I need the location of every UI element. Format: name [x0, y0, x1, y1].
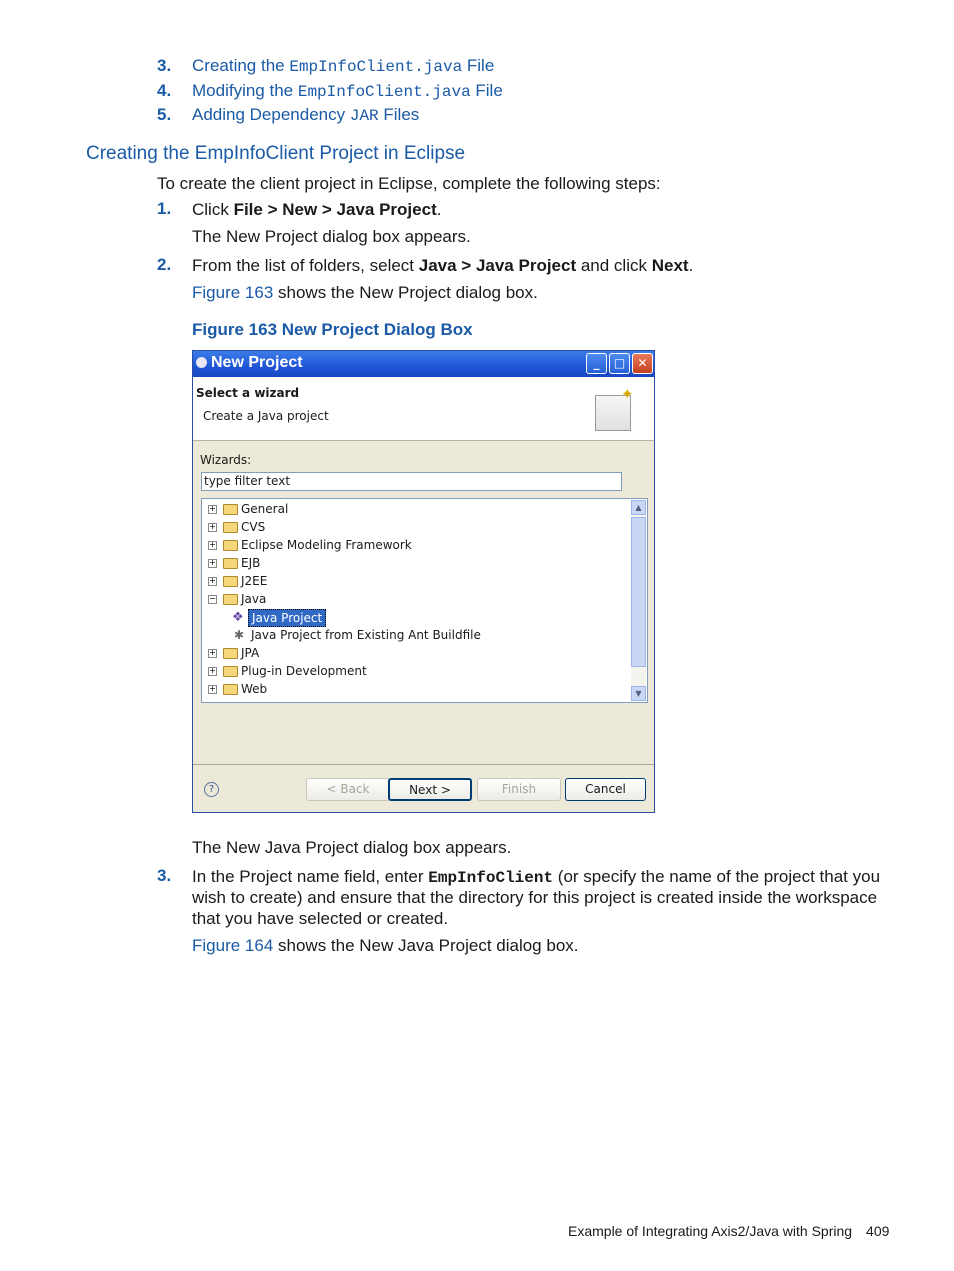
expand-icon[interactable]: +	[209, 504, 216, 513]
after-figure-text: The New Java Project dialog box appears.	[192, 838, 512, 857]
toc-text: File	[470, 81, 503, 100]
expand-icon[interactable]: +	[209, 576, 216, 585]
page-footer	[568, 1223, 889, 1239]
toc-item-3[interactable]	[157, 56, 171, 76]
step-text: and click	[576, 256, 652, 275]
header-title: Select a wizard	[196, 386, 300, 400]
step-text: In the Project name field, enter	[192, 867, 429, 886]
folder-icon	[223, 540, 238, 551]
scroll-thumb[interactable]	[631, 517, 646, 667]
tree-label: General	[241, 502, 289, 516]
toc-number: 3.	[157, 56, 172, 75]
back-button[interactable]: < Back	[306, 778, 390, 801]
toc-number: 5.	[157, 105, 172, 124]
toc-text: File	[462, 56, 495, 75]
figure-link[interactable]: Figure 163	[192, 283, 274, 302]
project-name-code: EmpInfoClient	[428, 869, 554, 887]
step3-line1	[192, 866, 880, 889]
next-button[interactable]: Next >	[388, 778, 472, 801]
dialog-titlebar	[193, 351, 654, 377]
separator	[193, 764, 654, 765]
toc-code: EmpInfoClient.java	[297, 83, 471, 101]
toc-link-5[interactable]	[192, 105, 419, 125]
intro-text: To create the client project in Eclipse, complete the following steps:	[157, 174, 661, 193]
dialog-title: New Project	[211, 354, 303, 371]
footer-text: Example of Integrating Axis2/Java with Spring	[568, 1223, 853, 1239]
toc-item-4	[157, 81, 171, 101]
wizard-header	[193, 377, 654, 441]
step1-note: The New Project dialog box appears.	[192, 227, 471, 246]
step-number: 1.	[157, 199, 172, 218]
toc-link-3[interactable]	[192, 56, 494, 76]
expand-icon[interactable]: +	[209, 648, 216, 657]
folder-icon	[223, 522, 238, 533]
minimize-icon[interactable]: _	[586, 353, 607, 374]
step-text: .	[688, 256, 694, 275]
sparkle-icon: ✦	[621, 385, 634, 403]
tree-label: Plug-in Development	[241, 664, 367, 678]
maximize-icon[interactable]: □	[609, 353, 630, 374]
tree-label: Java	[241, 592, 267, 606]
folder-icon	[223, 666, 238, 677]
figure-caption: Figure 163 New Project Dialog Box	[192, 320, 473, 339]
menu-path: File > New > Java Project	[233, 200, 437, 219]
tree-label: J2EE	[241, 574, 268, 588]
folder-icon	[223, 558, 238, 569]
expand-icon[interactable]: +	[209, 558, 216, 567]
folder-icon	[223, 576, 238, 587]
step3-line2: wish to create) and ensure that the directory for this project is created inside the workspace	[192, 888, 878, 907]
step-number: 2.	[157, 255, 172, 274]
step1-text	[192, 199, 441, 220]
step-text: (or specify the name of the project that you	[553, 867, 881, 886]
tree-label: Eclipse Modeling Framework	[241, 538, 412, 552]
tree-label: JPA	[241, 646, 260, 660]
toc-text: Creating the	[192, 56, 290, 75]
help-icon[interactable]: ?	[204, 782, 219, 797]
toc-code: JAR	[349, 107, 379, 125]
filter-input[interactable]: type filter text	[201, 472, 622, 491]
expand-icon[interactable]: +	[209, 540, 216, 549]
cancel-button[interactable]: Cancel	[565, 778, 646, 801]
step-text: Click	[192, 200, 234, 219]
toc-link-4[interactable]	[192, 81, 503, 101]
page-number: 409	[866, 1223, 890, 1239]
button-name: Next	[651, 256, 689, 275]
toc-text: Files	[378, 105, 420, 124]
folder-open-icon	[223, 594, 238, 605]
step-text: .	[436, 200, 442, 219]
folder-icon	[223, 504, 238, 515]
tree-scrollbar[interactable]	[631, 500, 646, 701]
toc-number: 4.	[157, 81, 172, 100]
eclipse-icon	[196, 357, 207, 368]
expand-icon[interactable]: +	[209, 666, 216, 675]
header-subtitle: Create a Java project	[203, 409, 329, 423]
section-heading: Creating the EmpInfoClient Project in Eclipse	[86, 143, 466, 164]
ant-icon: ✱	[234, 628, 245, 642]
toc-text: Modifying the	[192, 81, 298, 100]
finish-button[interactable]: Finish	[477, 778, 561, 801]
java-project-icon: ❖	[232, 610, 244, 625]
wizard-tree	[201, 498, 648, 703]
expand-icon[interactable]: +	[209, 684, 216, 693]
step2-ref	[192, 282, 538, 303]
step-text: shows the New Project dialog box.	[273, 283, 538, 302]
tree-label-selected: Java Project	[248, 609, 326, 627]
tree-label: Java Project from Existing Ant Buildfile	[251, 628, 481, 642]
expand-icon[interactable]: +	[209, 522, 216, 531]
collapse-icon[interactable]: −	[209, 594, 216, 603]
toc-text: Adding Dependency	[192, 105, 350, 124]
toc-item-5	[157, 105, 171, 125]
tree-label: EJB	[241, 556, 261, 570]
folder-icon	[223, 648, 238, 659]
tree-label: Web	[241, 682, 268, 696]
wizards-label: Wizards:	[200, 453, 252, 467]
tree-label: CVS	[241, 520, 266, 534]
new-project-dialog	[192, 350, 655, 813]
figure-link[interactable]: Figure 164	[192, 936, 274, 955]
scroll-up-icon[interactable]: ▲	[631, 500, 646, 515]
toc-code: EmpInfoClient.java	[289, 58, 463, 76]
scroll-down-icon[interactable]: ▼	[631, 686, 646, 701]
step3-ref	[192, 935, 579, 956]
menu-path: Java > Java Project	[418, 256, 577, 275]
step-text: shows the New Java Project dialog box.	[273, 936, 579, 955]
step-number: 3.	[157, 866, 172, 885]
close-icon[interactable]: ✕	[632, 353, 653, 374]
folder-icon	[223, 684, 238, 695]
step2-text	[192, 255, 693, 276]
step-text: From the list of folders, select	[192, 256, 419, 275]
step3-line3: that you have selected or created.	[192, 909, 449, 928]
